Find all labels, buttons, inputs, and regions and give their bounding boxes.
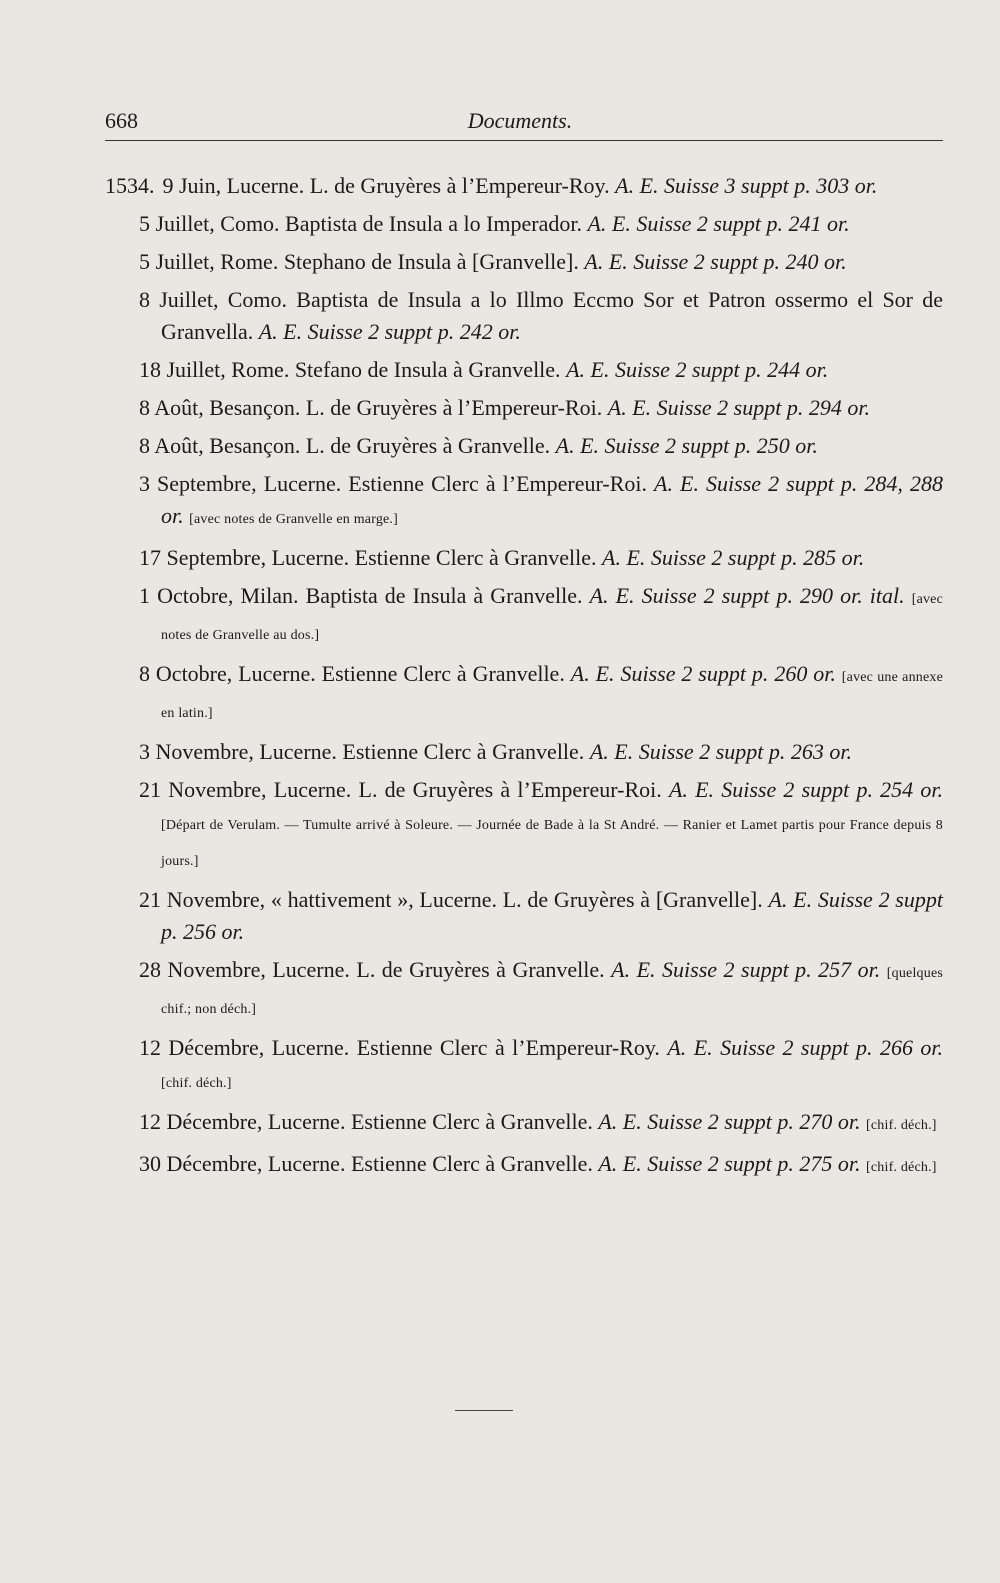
document-entry [105,392,943,424]
entry-note: [Départ de Verulam. — Tumulte arrivé à Soleure. — Journée de Bade à la St André. — Ranier et Lamet partis pour France depuis 8 jours.] [161,818,943,869]
archive-reference: A. E. Suisse 2 suppt p. 256 or. [161,887,943,944]
archive-reference: A. E. Suisse 2 suppt p. 244 or. [566,357,829,382]
entry-text: 21 Novembre, Lucerne. L. de Gruyères à l’Empereur-Roi. [139,777,662,802]
archive-reference: A. E. Suisse 2 suppt p. 290 or. ital. [589,583,905,608]
document-entry [105,542,943,574]
document-entry [105,430,943,462]
document-entry [105,354,943,386]
document-entry [105,774,943,878]
entry-list [105,170,943,1190]
archive-reference: A. E. Suisse 2 suppt p. 275 or. [598,1151,861,1176]
page-number: 668 [105,108,138,133]
document-entry [105,246,943,278]
archive-reference: A. E. Suisse 2 suppt p. 241 or. [587,211,850,236]
document-entry [105,658,943,730]
archive-reference: A. E. Suisse 2 suppt p. 285 or. [602,545,865,570]
archive-reference: A. E. Suisse 2 suppt p. 284, 288 or. [161,471,943,528]
entry-note: [avec notes de Granvelle en marge.] [189,512,398,527]
archive-reference: A. E. Suisse 2 suppt p. 260 or. [570,661,836,686]
running-title: Documents. [467,108,573,133]
entry-text: 5 Juillet, Como. Baptista de Insula a lo Imperador. [139,211,582,236]
document-entry [105,208,943,240]
entry-text: 3 Novembre, Lucerne. Estienne Clerc à Granvelle. [139,739,585,764]
footer-rule [455,1410,513,1411]
archive-reference: A. E. Suisse 2 suppt p. 242 or. [258,319,521,344]
archive-reference: A. E. Suisse 2 suppt p. 270 or. [598,1109,861,1134]
entry-note: [chif. déch.] [866,1118,937,1133]
entry-text: 8 Juillet, Como. Baptista de Insula a lo Illmo Eccmo Sor et Patron ossermo el Sor de Granvella. [139,287,943,344]
entry-note: [avec notes de Granvelle au dos.] [161,592,944,643]
entry-text: 28 Novembre, Lucerne. L. de Gruyères à Granvelle. [139,957,605,982]
document-entry [105,1148,943,1184]
archive-reference: A. E. Suisse 2 suppt p. 257 or. [611,957,881,982]
entry-note: [quelques chif.; non déch.] [161,966,944,1017]
entry-text: 30 Décembre, Lucerne. Estienne Clerc à Granvelle. [139,1151,593,1176]
document-entry [105,170,943,202]
entry-text: 8 Octobre, Lucerne. Estienne Clerc à Granvelle. [139,661,565,686]
entry-text: 21 Novembre, « hattivement », Lucerne. L. de Gruyères à [Granvelle]. [139,887,763,912]
entry-text: 8 Août, Besançon. L. de Gruyères à Granvelle. [139,433,551,458]
entry-note: [chif. déch.] [866,1160,937,1175]
header-rule [105,140,943,141]
entry-text: 5 Juillet, Rome. Stephano de Insula à [Granvelle]. [139,249,579,274]
entry-note: [chif. déch.] [161,1076,232,1091]
entry-year: 1534. [105,173,155,198]
archive-reference: A. E. Suisse 3 suppt p. 303 or. [615,173,878,198]
entry-note: [avec une annexe en latin.] [161,670,943,721]
entry-text: 18 Juillet, Rome. Stefano de Insula à Granvelle. [139,357,561,382]
entry-text: 12 Décembre, Lucerne. Estienne Clerc à Granvelle. [139,1109,593,1134]
page-header [105,108,935,138]
entry-text: 1 Octobre, Milan. Baptista de Insula à Granvelle. [139,583,583,608]
archive-reference: A. E. Suisse 2 suppt p. 254 or. [668,777,943,802]
archive-reference: A. E. Suisse 2 suppt p. 263 or. [589,739,852,764]
archive-reference: A. E. Suisse 2 suppt p. 250 or. [555,433,818,458]
archive-reference: A. E. Suisse 2 suppt p. 294 or. [607,395,870,420]
document-entry [105,1106,943,1142]
document-entry [105,580,943,652]
entry-text: 12 Décembre, Lucerne. Estienne Clerc à l’Empereur-Roy. [139,1035,660,1060]
archive-reference: A. E. Suisse 2 suppt p. 240 or. [584,249,847,274]
entry-text: 8 Août, Besançon. L. de Gruyères à l’Empereur-Roi. [139,395,603,420]
entry-text: 17 Septembre, Lucerne. Estienne Clerc à Granvelle. [139,545,597,570]
archive-reference: A. E. Suisse 2 suppt p. 266 or. [667,1035,943,1060]
document-entry [105,284,943,348]
entry-text: 9 Juin, Lucerne. L. de Gruyères à l’Empereur-Roy. [162,173,610,198]
document-entry [105,1032,943,1100]
document-entry [105,468,943,536]
entry-text: 3 Septembre, Lucerne. Estienne Clerc à l’Empereur-Roi. [139,471,647,496]
document-entry [105,954,943,1026]
document-entry [105,736,943,768]
document-entry [105,884,943,948]
